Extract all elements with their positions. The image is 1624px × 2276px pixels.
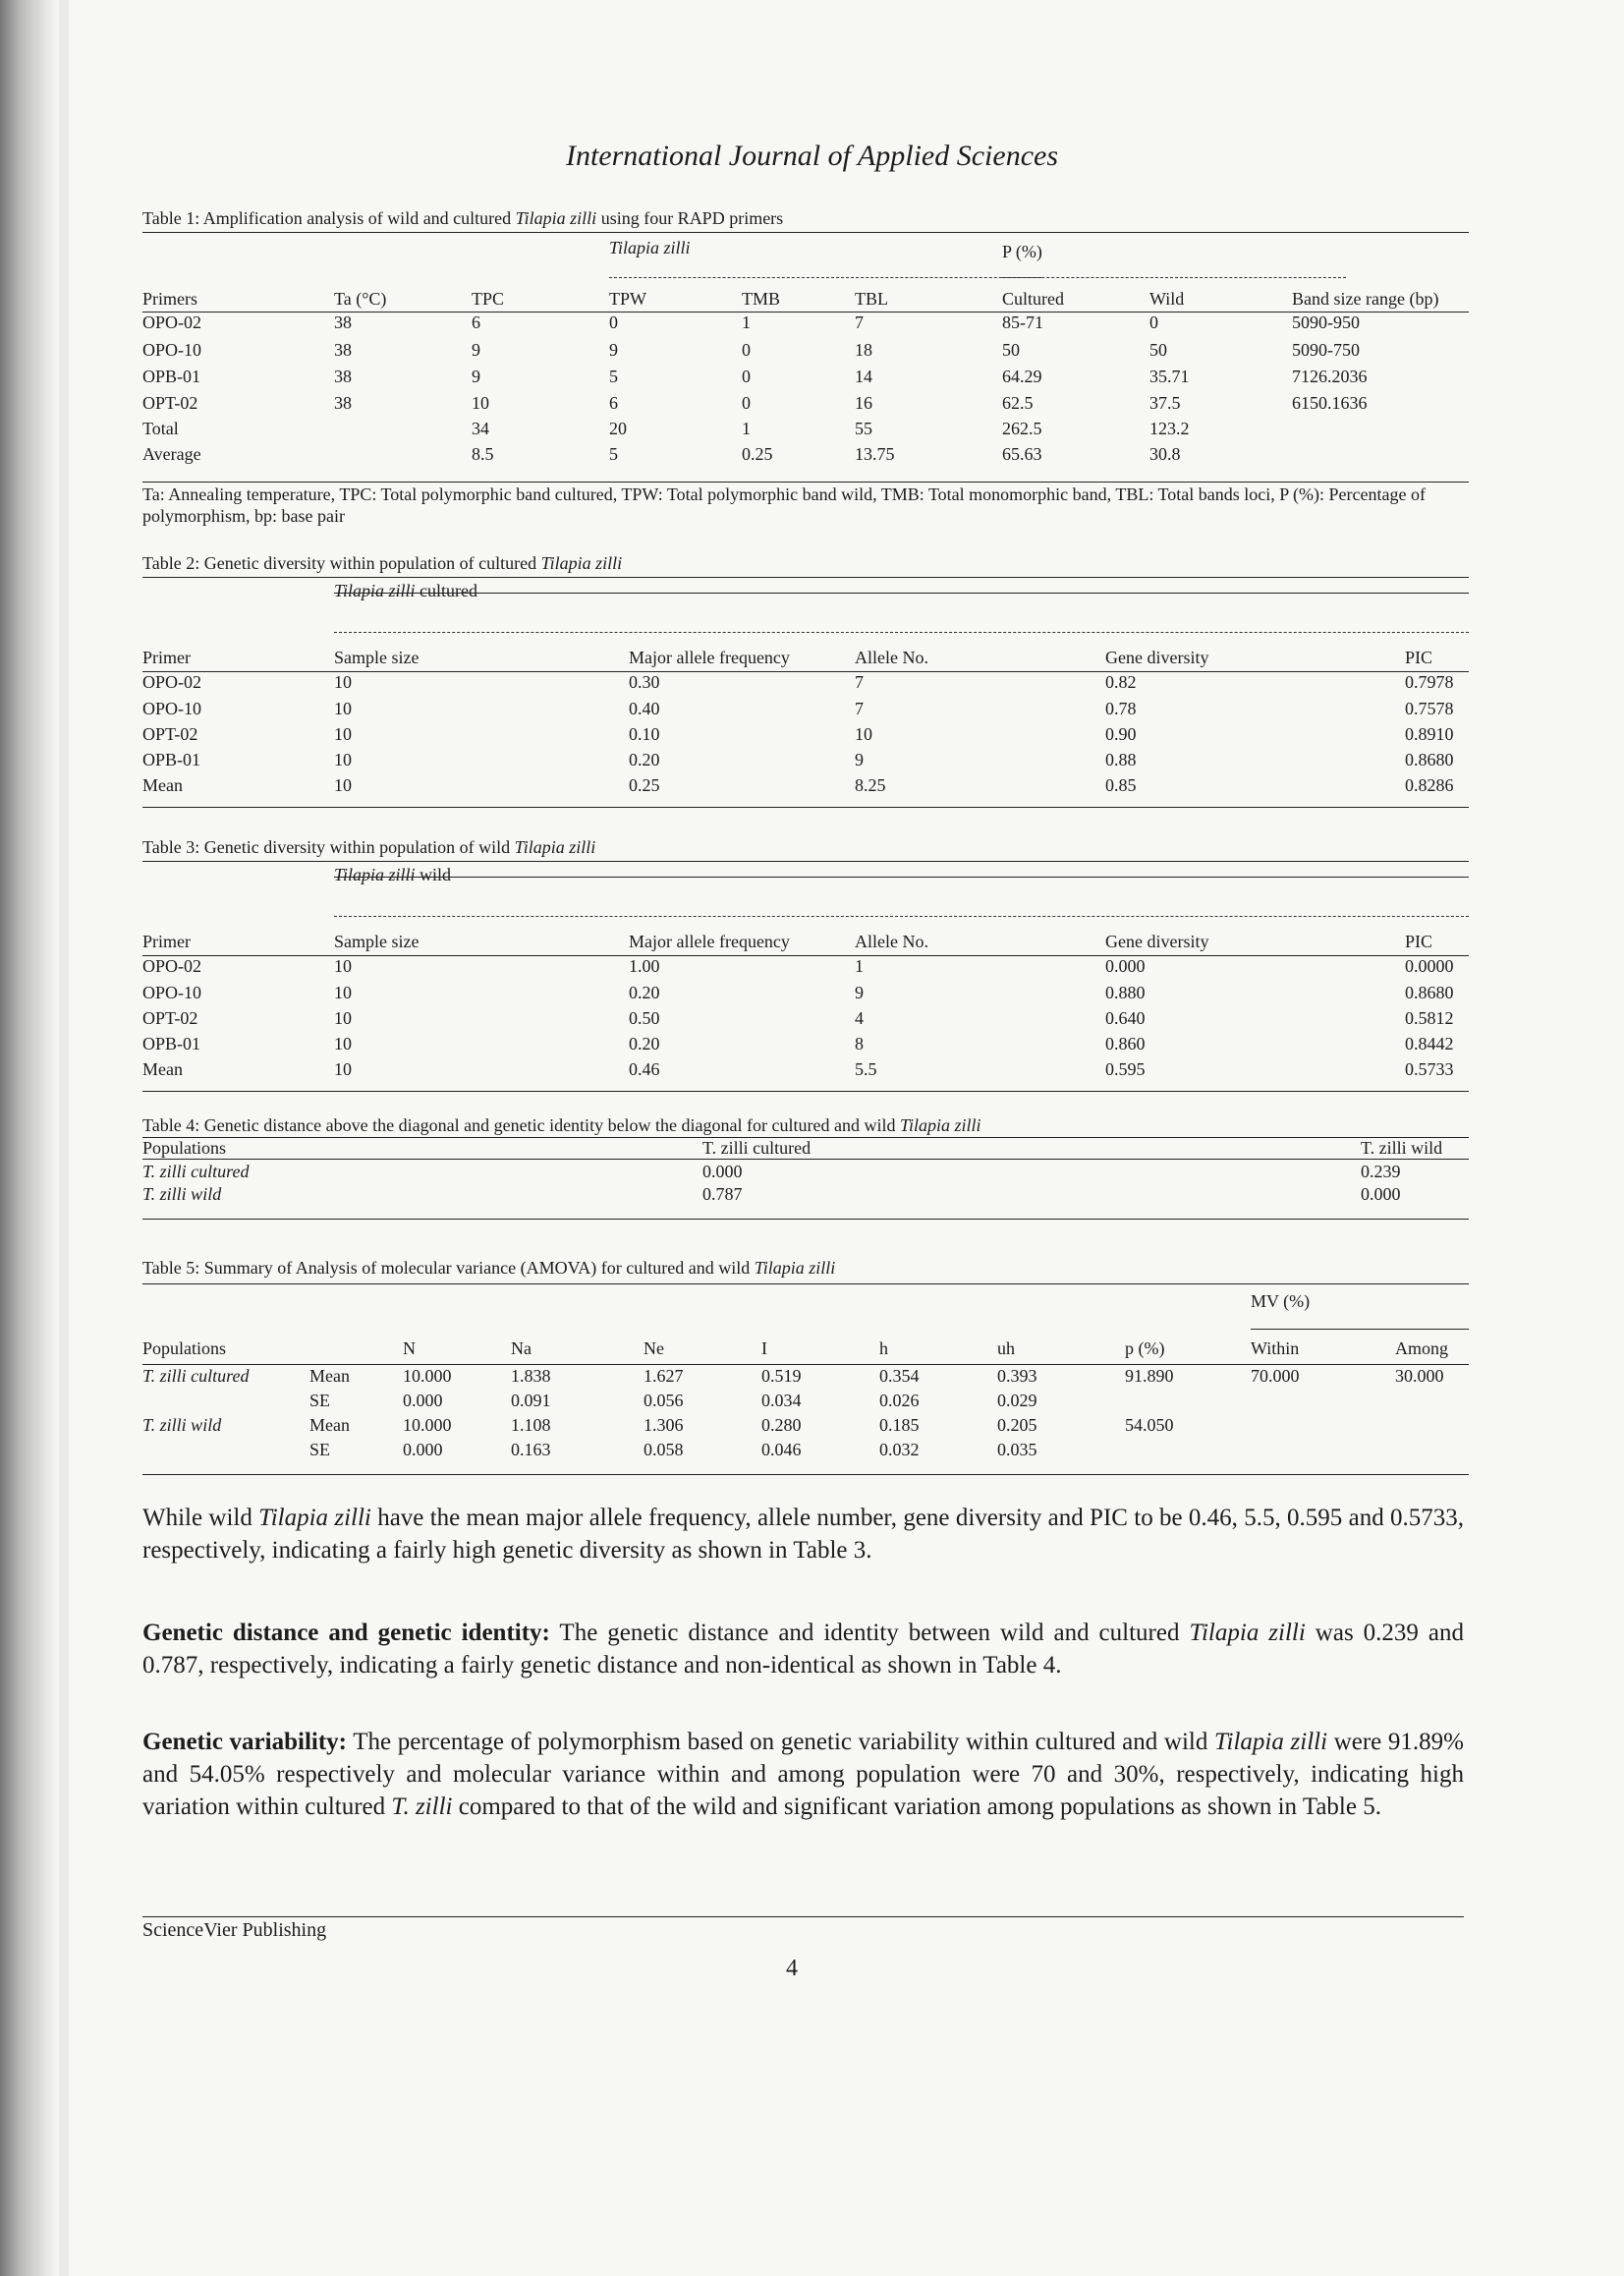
table1-row-cell: 30.8 <box>1149 444 1181 464</box>
table1-row-cell: 0 <box>742 340 751 360</box>
table3-row-cell: 0.595 <box>1105 1059 1146 1079</box>
table4-row-cell: T. zilli wild <box>142 1184 222 1204</box>
table5-row-cell: SE <box>309 1391 331 1410</box>
table5-row-cell: 0.185 <box>879 1415 920 1435</box>
table3-row-cell: 0.5812 <box>1405 1008 1454 1028</box>
table1-row-cell: 13.75 <box>855 444 895 464</box>
table1-row-cell: 38 <box>334 340 352 360</box>
table5-row-cell: 1.108 <box>511 1415 551 1435</box>
table1-row-cell: Average <box>142 444 201 464</box>
table1-row-cell: 65.63 <box>1002 444 1042 464</box>
table2-row-cell: 7 <box>855 699 864 718</box>
table1-row-cell: 38 <box>334 367 352 386</box>
table5-header-cell: N <box>403 1338 416 1358</box>
table5-row-cell: 1.627 <box>644 1366 684 1386</box>
table3-row-cell: 0.8680 <box>1405 983 1454 1002</box>
table5-row-cell: 0.032 <box>879 1440 920 1459</box>
paragraph-wild-diversity: While wild Tilapia zilli have the mean major allele frequency, allele number, gene diversity and PIC to be 0.46, 5.5, 0.595 and 0.5733, respectively, indicating a fairly high genetic diversity as shown in Table 3. <box>142 1505 1465 1564</box>
table3-row-cell: Mean <box>142 1059 183 1079</box>
table5-row-cell: 0.029 <box>997 1391 1037 1410</box>
table1-header-cell: TBL <box>855 289 888 309</box>
table1-row-cell: OPT-02 <box>142 393 198 413</box>
table3-row-cell: 0.0000 <box>1405 956 1454 976</box>
table1-row-cell: 34 <box>472 419 489 438</box>
table3-row-cell: 0.000 <box>1105 956 1146 976</box>
table-1-group-species: Tilapia zilli <box>609 238 691 257</box>
table2-row-cell: Mean <box>142 775 183 795</box>
table1-row-cell: 6150.1636 <box>1292 393 1368 413</box>
table3-row-cell: 4 <box>855 1008 864 1028</box>
table5-row-cell: 10.000 <box>403 1366 452 1386</box>
table3-row-cell: 0.880 <box>1105 983 1146 1002</box>
table3-row-cell: 0.20 <box>629 983 660 1002</box>
table1-row-cell: 14 <box>855 367 872 386</box>
table2-row-cell: OPO-02 <box>142 672 202 692</box>
table2-row-cell: 10 <box>334 775 352 795</box>
table1-row-cell: 38 <box>334 393 352 413</box>
table-1 <box>142 208 1469 526</box>
scan-edge-shadow-inner <box>59 0 69 2276</box>
table2-row-cell: 0.10 <box>629 724 660 744</box>
table2-header-cell: PIC <box>1405 648 1433 667</box>
table2-row-cell: 0.8910 <box>1405 724 1454 744</box>
table5-row-cell: 0.393 <box>997 1366 1037 1386</box>
paragraph-genetic-variability: Genetic variability: The percentage of polymorphism based on genetic variability within cultured and wild Tilapia zilli were 91.89% and 54.05% respectively and molecular variance within and among population were 70 and 30%, respectively, indicating high variation within cultured T. zilli compared to that of the wild and significant variation among populations as shown in Table 5. <box>142 1729 1464 1820</box>
table3-row-cell: 0.5733 <box>1405 1059 1454 1079</box>
table5-row-cell: T. zilli cultured <box>142 1366 250 1386</box>
table2-row-cell: 0.20 <box>629 750 660 769</box>
table1-row-cell: 62.5 <box>1002 393 1034 413</box>
table1-row-cell: 50 <box>1149 340 1167 360</box>
table3-row-cell: 1 <box>855 956 864 976</box>
table1-row-cell: 0 <box>1149 313 1158 332</box>
table1-row-cell: 50 <box>1002 340 1020 360</box>
table5-row-cell: 0.163 <box>511 1440 551 1459</box>
table5-row-cell: T. zilli wild <box>142 1415 222 1435</box>
table3-row-cell: 1.00 <box>629 956 660 976</box>
table1-header-cell: TPW <box>609 289 646 309</box>
table5-row-cell: Mean <box>309 1415 350 1435</box>
table3-header-cell: Allele No. <box>855 932 928 951</box>
footer-publisher: ScienceVier Publishing <box>142 1919 327 1941</box>
table3-row-cell: 8 <box>855 1034 864 1053</box>
table3-row-cell: 0.8442 <box>1405 1034 1454 1053</box>
table2-row-cell: 0.78 <box>1105 699 1137 718</box>
table1-header-cell: Primers <box>142 289 197 309</box>
table5-header-cell: Within <box>1251 1338 1300 1358</box>
table5-row-cell: 0.034 <box>761 1391 802 1410</box>
table1-row-cell: 9 <box>472 340 480 360</box>
table3-row-cell: 9 <box>855 983 864 1002</box>
table3-header-cell: Sample size <box>334 932 420 951</box>
table3-row-cell: OPB-01 <box>142 1034 201 1053</box>
table-5-caption: Table 5: Summary of Analysis of molecular variance (AMOVA) for cultured and wild Tilapia zilli <box>142 1258 836 1278</box>
table3-row-cell: 10 <box>334 1008 352 1028</box>
table1-row-cell: 10 <box>472 393 489 413</box>
table4-header-cell: Populations <box>142 1138 227 1158</box>
table-3-group: Tilapia zilli wild <box>334 865 452 884</box>
table5-header-cell: Among <box>1395 1338 1448 1358</box>
table-4-caption: Table 4: Genetic distance above the diagonal and genetic identity below the diagonal for cultured and wild Tilapia zilli <box>142 1115 981 1135</box>
table2-header-cell: Primer <box>142 648 191 667</box>
table2-header-cell: Major allele frequency <box>629 648 790 667</box>
table1-row-cell: 0 <box>742 367 751 386</box>
table5-header-cell: uh <box>997 1338 1015 1358</box>
table5-row-cell: 1.838 <box>511 1366 551 1386</box>
table1-row-cell: 5 <box>609 367 618 386</box>
table5-row-cell: 91.890 <box>1125 1366 1174 1386</box>
table3-row-cell: 0.46 <box>629 1059 660 1079</box>
table2-row-cell: 10 <box>334 672 352 692</box>
table2-row-cell: 10 <box>334 750 352 769</box>
table5-row-cell: 0.519 <box>761 1366 802 1386</box>
table-5-group-mv: MV (%) <box>1251 1291 1311 1311</box>
table1-row-cell: 0 <box>742 393 751 413</box>
table1-row-cell: 7 <box>855 313 864 332</box>
page-number: 4 <box>786 1956 798 1981</box>
table5-row-cell: 0.058 <box>644 1440 684 1459</box>
table3-row-cell: 5.5 <box>855 1059 877 1079</box>
table4-row-cell: 0.000 <box>1361 1184 1401 1204</box>
table-1-note: Ta: Annealing temperature, TPC: Total polymorphic band cultured, TPW: Total polymorphic band wild, TMB: Total monomorphic band, TBL: Total bands loci, P (%): Percentage of polymorphism, bp: base pair <box>142 484 1426 526</box>
table1-header-cell: Band size range (bp) <box>1292 289 1439 309</box>
table2-row-cell: 0.40 <box>629 699 660 718</box>
table5-row-cell: 0.280 <box>761 1415 802 1435</box>
table3-header-cell: PIC <box>1405 932 1433 951</box>
table3-row-cell: OPT-02 <box>142 1008 198 1028</box>
table4-row-cell: 0.000 <box>702 1162 743 1181</box>
table3-row-cell: 0.860 <box>1105 1034 1146 1053</box>
table2-row-cell: 9 <box>855 750 864 769</box>
table1-row-cell: 64.29 <box>1002 367 1042 386</box>
table3-row-cell: 0.50 <box>629 1008 660 1028</box>
table2-row-cell: 0.90 <box>1105 724 1137 744</box>
table5-row-cell: 70.000 <box>1251 1366 1300 1386</box>
table3-row-cell: OPO-10 <box>142 983 202 1002</box>
table-2 <box>142 553 1469 814</box>
table1-row-cell: 1 <box>742 313 751 332</box>
table1-row-cell: 85-71 <box>1002 313 1043 332</box>
table1-row-cell: 6 <box>609 393 618 413</box>
table-5 <box>142 1258 1469 1479</box>
table-2-group: Tilapia zilli cultured <box>334 581 478 600</box>
table4-row-cell: 0.239 <box>1361 1162 1401 1181</box>
table1-header-cell: Cultured <box>1002 289 1064 309</box>
table2-row-cell: 0.85 <box>1105 775 1137 795</box>
table2-row-cell: 0.30 <box>629 672 660 692</box>
table5-row-cell: SE <box>309 1440 331 1459</box>
table2-row-cell: 8.25 <box>855 775 886 795</box>
table1-row-cell: 55 <box>855 419 872 438</box>
table1-row-cell: Total <box>142 419 179 438</box>
table1-row-cell: 9 <box>609 340 618 360</box>
table2-row-cell: 0.7978 <box>1405 672 1454 692</box>
table2-row-cell: 0.8286 <box>1405 775 1454 795</box>
table5-header-cell: p (%) <box>1125 1338 1165 1358</box>
table1-row-cell: 5090-950 <box>1292 313 1360 332</box>
table2-row-cell: OPT-02 <box>142 724 198 744</box>
table1-row-cell: OPB-01 <box>142 367 201 386</box>
table2-row-cell: 0.82 <box>1105 672 1137 692</box>
table1-row-cell: 5090-750 <box>1292 340 1360 360</box>
table-4 <box>142 1115 1469 1223</box>
table2-row-cell: 10 <box>334 724 352 744</box>
table-3-caption: Table 3: Genetic diversity within population of wild Tilapia zilli <box>142 837 596 857</box>
table5-row-cell: 0.056 <box>644 1391 684 1410</box>
table5-row-cell: 10.000 <box>403 1415 452 1435</box>
table5-row-cell: 0.035 <box>997 1440 1037 1459</box>
table5-row-cell: 0.000 <box>403 1440 443 1459</box>
table2-row-cell: 10 <box>855 724 872 744</box>
scan-edge-shadow <box>0 0 59 2276</box>
table3-row-cell: OPO-02 <box>142 956 202 976</box>
table5-header-cell: h <box>879 1338 888 1358</box>
table1-row-cell: 0.25 <box>742 444 773 464</box>
table2-row-cell: 0.8680 <box>1405 750 1454 769</box>
table5-row-cell: 0.026 <box>879 1391 920 1410</box>
table5-row-cell: 54.050 <box>1125 1415 1174 1435</box>
table1-header-cell: TPC <box>472 289 505 309</box>
table-3 <box>142 837 1469 1098</box>
table4-header-cell: T. zilli wild <box>1361 1138 1443 1158</box>
table1-row-cell: 0 <box>609 313 618 332</box>
table3-row-cell: 0.640 <box>1105 1008 1146 1028</box>
table1-row-cell: 9 <box>472 367 480 386</box>
table3-row-cell: 10 <box>334 1034 352 1053</box>
journal-title: International Journal of Applied Sciences <box>565 140 1059 172</box>
table3-row-cell: 0.20 <box>629 1034 660 1053</box>
table1-row-cell: 37.5 <box>1149 393 1181 413</box>
table2-row-cell: OPO-10 <box>142 699 202 718</box>
table3-row-cell: 10 <box>334 956 352 976</box>
table2-header-cell: Allele No. <box>855 648 928 667</box>
table4-row-cell: T. zilli cultured <box>142 1162 250 1181</box>
table1-row-cell: OPO-10 <box>142 340 202 360</box>
table-2-caption: Table 2: Genetic diversity within population of cultured Tilapia zilli <box>142 553 623 573</box>
table3-header-cell: Major allele frequency <box>629 932 790 951</box>
table5-row-cell: 0.354 <box>879 1366 920 1386</box>
table4-header-cell: T. zilli cultured <box>702 1138 812 1158</box>
table3-header-cell: Primer <box>142 932 191 951</box>
table1-row-cell: 16 <box>855 393 872 413</box>
table1-row-cell: 18 <box>855 340 872 360</box>
table3-row-cell: 10 <box>334 1059 352 1079</box>
table1-header-cell: TMB <box>742 289 781 309</box>
table-1-caption: Table 1: Amplification analysis of wild and cultured Tilapia zilli using four RAPD primers <box>142 208 784 228</box>
table3-row-cell: 10 <box>334 983 352 1002</box>
table5-header-cell: Na <box>511 1338 532 1358</box>
table1-row-cell: 7126.2036 <box>1292 367 1368 386</box>
table1-row-cell: 8.5 <box>472 444 494 464</box>
table3-header-cell: Gene diversity <box>1105 932 1209 951</box>
table5-header-cell: Populations <box>142 1338 227 1358</box>
table5-row-cell: 30.000 <box>1395 1366 1444 1386</box>
table1-row-cell: 6 <box>472 313 480 332</box>
table1-row-cell: OPO-02 <box>142 313 202 332</box>
table2-row-cell: OPB-01 <box>142 750 201 769</box>
table5-header-cell: I <box>761 1338 767 1358</box>
table1-row-cell: 123.2 <box>1149 419 1190 438</box>
table4-row-cell: 0.787 <box>702 1184 743 1204</box>
table2-row-cell: 7 <box>855 672 864 692</box>
table1-row-cell: 35.71 <box>1149 367 1190 386</box>
table1-row-cell: 5 <box>609 444 618 464</box>
table5-row-cell: 0.000 <box>403 1391 443 1410</box>
table1-header-cell: Ta (°C) <box>334 289 387 309</box>
table5-row-cell: 0.046 <box>761 1440 802 1459</box>
table1-header-cell: Wild <box>1149 289 1185 309</box>
table1-row-cell: 20 <box>609 419 627 438</box>
table2-header-cell: Sample size <box>334 648 420 667</box>
table1-row-cell: 262.5 <box>1002 419 1042 438</box>
table2-row-cell: 0.88 <box>1105 750 1137 769</box>
table5-header-cell: Ne <box>644 1338 664 1358</box>
table1-row-cell: 1 <box>742 419 751 438</box>
table2-row-cell: 0.7578 <box>1405 699 1454 718</box>
table5-row-cell: 0.205 <box>997 1415 1037 1435</box>
table2-row-cell: 0.25 <box>629 775 660 795</box>
table5-row-cell: 0.091 <box>511 1391 551 1410</box>
table2-header-cell: Gene diversity <box>1105 648 1209 667</box>
table2-row-cell: 10 <box>334 699 352 718</box>
table5-row-cell: 1.306 <box>644 1415 684 1435</box>
table5-row-cell: Mean <box>309 1366 350 1386</box>
table-1-group-p: P (%) <box>1002 242 1042 261</box>
paragraph-genetic-distance: Genetic distance and genetic identity: The genetic distance and identity between wild and cultured Tilapia zilli was 0.239 and 0.787, respectively, indicating a fairly genetic distance and non-identical as shown in Table 4. <box>142 1620 1464 1679</box>
table1-row-cell: 38 <box>334 313 352 332</box>
